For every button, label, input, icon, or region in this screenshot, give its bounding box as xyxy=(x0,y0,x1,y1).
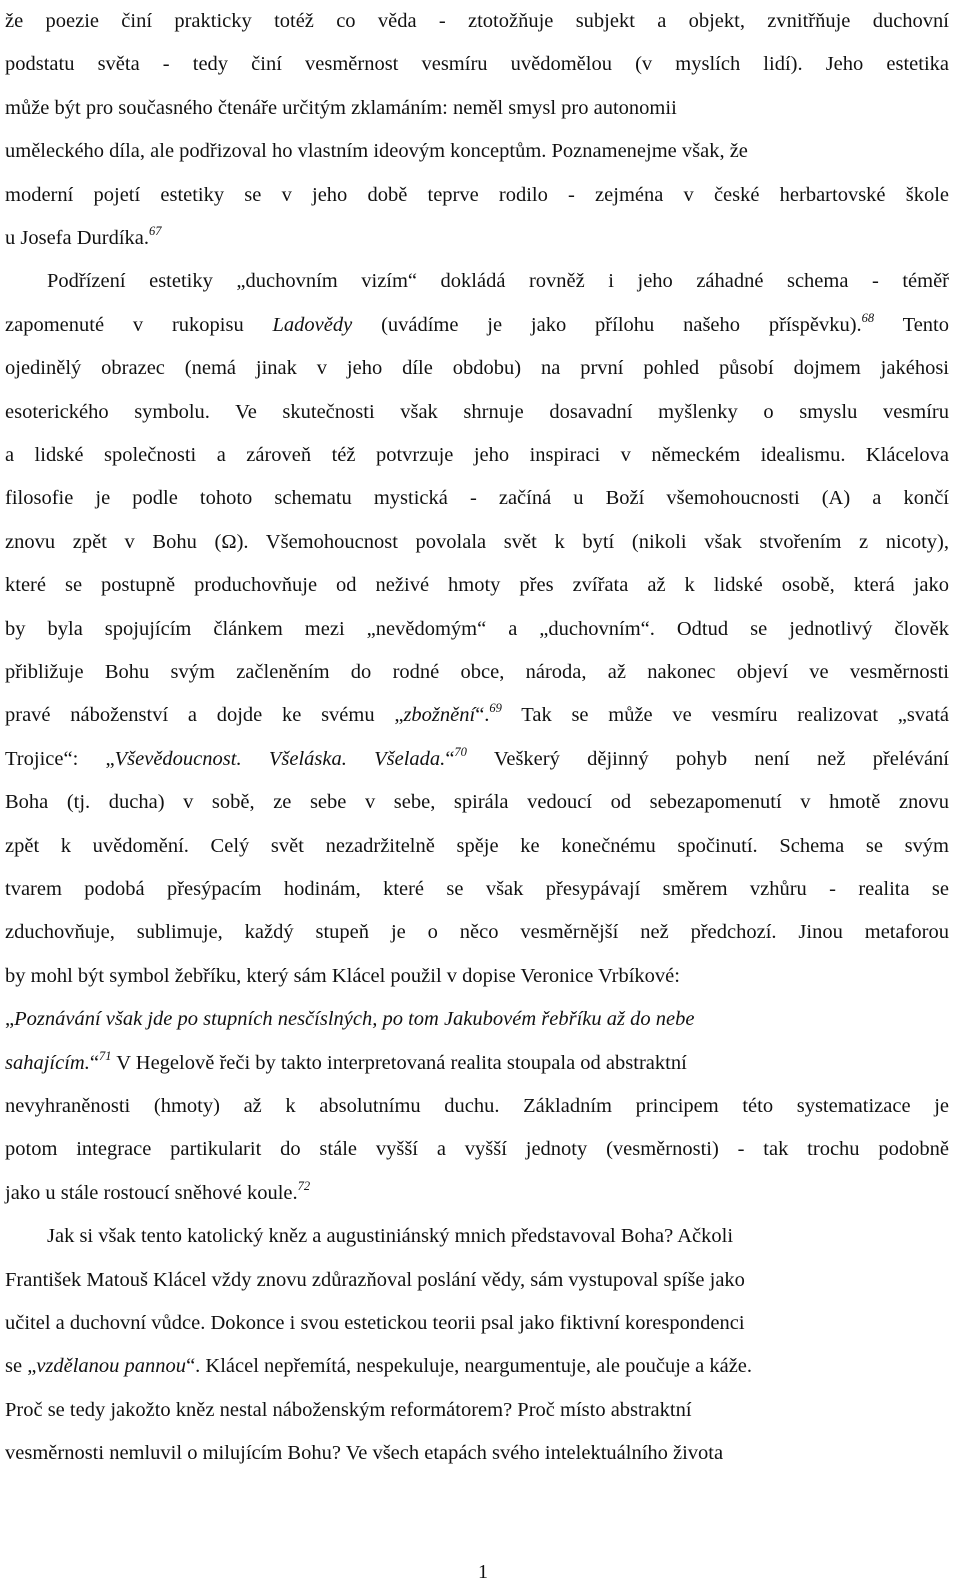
text-line xyxy=(5,260,949,304)
text-line xyxy=(5,217,949,261)
text-line xyxy=(5,825,949,869)
text-segment: učitel a duchovní vůdce. Dokonce i svou estetickou teorii psal jako fiktivní korespondenci xyxy=(5,1312,745,1334)
text-line xyxy=(5,1345,949,1389)
text-segment: pravé náboženství a dojde ke svému „ xyxy=(5,704,404,727)
text-segment: V Hegelově řeči by takto interpretovaná realita stoupala od abstraktní xyxy=(111,1051,687,1074)
text-segment: Trojice“: „ xyxy=(5,747,115,770)
italic-text: Ladovědy xyxy=(272,313,353,336)
text-segment: že poezie činí prakticky totéž co věda - ztotožňuje subjekt a objekt, zvnitřňuje duchovní xyxy=(5,10,949,32)
page-number: 1 xyxy=(478,1561,488,1583)
text-line xyxy=(5,1259,949,1303)
text-segment: “. xyxy=(475,704,490,727)
text-line xyxy=(5,434,949,478)
text-segment: uměleckého díla, ale podřizoval ho vlastním ideovým konceptům. Poznamenejme však, že xyxy=(5,140,748,163)
text-segment: a lidské společnosti a zároveň též potvrzuje jeho inspiraci v německém idealismu. Klácelova xyxy=(5,444,949,466)
text-segment: by byla spojujícím článkem mezi „nevědomým“ a „duchovním“. Odtud se jednotlivý člověk xyxy=(5,617,949,640)
text-segment: znovu zpět v Bohu (Ω). Všemohoucnost povolala svět k bytí (nikoli však stvořením z nicoty), xyxy=(5,530,949,553)
text-segment: esoterického symbolu. Ve skutečnosti však shrnuje dosavadní myšlenky o smyslu vesmíru xyxy=(5,400,949,423)
text-line xyxy=(5,1042,949,1086)
text-segment: by mohl být symbol žebříku, který sám Klácel použil v dopise Veronice Vrbíkové: xyxy=(5,964,680,987)
text-line xyxy=(5,43,949,87)
text-segment: potom integrace partikularit do stále vyšší a vyšší jednoty (vesměrnosti) - tak trochu podobně xyxy=(5,1138,949,1161)
text-segment: “ xyxy=(445,747,455,770)
text-segment: tvarem podobá přesýpacím hodinám, které se však přesypávají směrem vzhůru - realita se xyxy=(5,878,949,900)
text-line xyxy=(5,87,949,131)
text-line xyxy=(5,477,949,521)
text-line xyxy=(5,955,949,999)
text-segment: vesměrnosti nemluvil o milujícím Bohu? Ve všech etapách svého intelektuálního života xyxy=(5,1442,724,1465)
footnote-marker: 67 xyxy=(149,224,162,238)
text-line xyxy=(5,651,949,695)
text-segment: moderní pojetí estetiky se v jeho době teprve rodilo - zejména v české herbartovské škole xyxy=(5,183,949,206)
text-line xyxy=(5,0,949,44)
footnote-marker: 72 xyxy=(297,1178,311,1193)
text-line xyxy=(5,347,949,391)
text-segment: “ xyxy=(89,1051,99,1074)
italic-text: Vševědoucnost. Všeláska. Všelada. xyxy=(114,747,446,770)
text-segment: filosofie je podle tohoto schematu mystická - začíná u Boží všemohoucnosti (A) a končí xyxy=(5,487,949,510)
text-segment: Tento xyxy=(874,313,949,336)
text-segment: podstatu světa - tedy činí vesměrnost vesmíru uvědomělou (v myslích lidí). Jeho estetika xyxy=(5,53,949,76)
text-line xyxy=(5,174,949,218)
text-segment: Tak se může ve vesmíru realizovat „svatá xyxy=(501,704,949,727)
text-line xyxy=(5,608,949,652)
text-line xyxy=(5,1215,949,1259)
text-line xyxy=(5,738,949,782)
text-line xyxy=(5,781,949,825)
text-segment: může být pro současného čtenáře určitým zklamáním: neměl smysl pro autonomii xyxy=(5,96,677,119)
text-segment: ojedinělý obrazec (nemá jinak v jeho díle obdobu) na první pohled působí dojmem jakéhosi xyxy=(5,357,949,380)
text-line xyxy=(5,391,949,435)
text-segment: Veškerý dějinný pohyb není než přelévání xyxy=(466,747,949,770)
footnote-marker: 68 xyxy=(861,310,875,325)
text-segment: zduchovňuje, sublimuje, každý stupeň je o něco vesměrnější než předchozí. Jinou metaforou xyxy=(5,921,949,944)
text-line xyxy=(5,868,949,912)
text-segment: jako u stále rostoucí sněhové koule. xyxy=(5,1181,298,1204)
text-segment: František Matouš Klácel vždy znovu zdůrazňoval poslání vědy, sám vystupoval spíše jako xyxy=(5,1268,745,1291)
italic-text: Poznávání však jde po stupních nesčíslných, po tom Jakubovém řebříku až do nebe xyxy=(14,1008,695,1031)
text-segment: Jak si však tento katolický kněz a augustiniánský mnich představoval Boha? Ačkoli xyxy=(47,1225,734,1248)
document-page xyxy=(5,0,949,1593)
text-line xyxy=(5,564,949,608)
text-line xyxy=(5,1172,949,1216)
text-line xyxy=(5,304,949,348)
text-line xyxy=(5,1128,949,1172)
text-segment: zapomenuté v rukopisu xyxy=(5,313,273,336)
text-segment: „ xyxy=(5,1008,15,1031)
text-line xyxy=(5,1389,949,1433)
text-segment: přibližuje Bohu svým začleněním do rodné obce, národa, až nakonec objeví ve vesměrnosti xyxy=(5,661,949,683)
text-segment: u Josefa Durdíka. xyxy=(5,227,150,249)
text-segment: “. Klácel nepřemítá, nespekuluje, neargumentuje, ale poučuje a káže. xyxy=(186,1355,753,1378)
text-segment: Proč se tedy jakožto kněz nestal náboženským reformátorem? Proč místo abstraktní xyxy=(5,1398,692,1421)
italic-text: zbožnění xyxy=(403,704,476,727)
text-segment: Boha (tj. ducha) v sobě, ze sebe v sebe, spirála vedoucí od sebezapomenutí v hmotě znovu xyxy=(5,791,949,814)
footnote-marker: 70 xyxy=(454,744,467,759)
text-line xyxy=(5,521,949,565)
text-line xyxy=(5,998,949,1042)
text-segment: které se postupně produchovňuje od neživé hmoty přes zvířata až k lidské osobě, která jako xyxy=(5,574,949,597)
footnote-marker: 71 xyxy=(98,1048,112,1063)
text-segment: se „ xyxy=(5,1355,37,1378)
text-segment: nevyhraněnosti (hmoty) až k absolutnímu duchu. Základním principem této systematizace je xyxy=(5,1095,949,1117)
footnote-marker: 69 xyxy=(489,701,502,716)
text-line xyxy=(5,1302,949,1346)
text-line xyxy=(5,130,949,174)
italic-text: vzdělanou pannou xyxy=(36,1355,187,1378)
text-line xyxy=(5,911,949,955)
text-line xyxy=(5,694,949,738)
text-segment: zpět k uvědomění. Celý svět nezadržitelně spěje ke konečnému spočinutí. Schema se svým xyxy=(5,834,949,857)
text-segment: (uvádíme je jako přílohu našeho příspěvku). xyxy=(352,313,862,336)
italic-text: sahajícím. xyxy=(5,1051,90,1074)
text-line xyxy=(5,1085,949,1129)
text-line xyxy=(5,1432,949,1476)
text-segment: Podřízení estetiky „duchovním vizím“ dokládá rovněž i jeho záhadné schema - téměř xyxy=(47,270,949,293)
